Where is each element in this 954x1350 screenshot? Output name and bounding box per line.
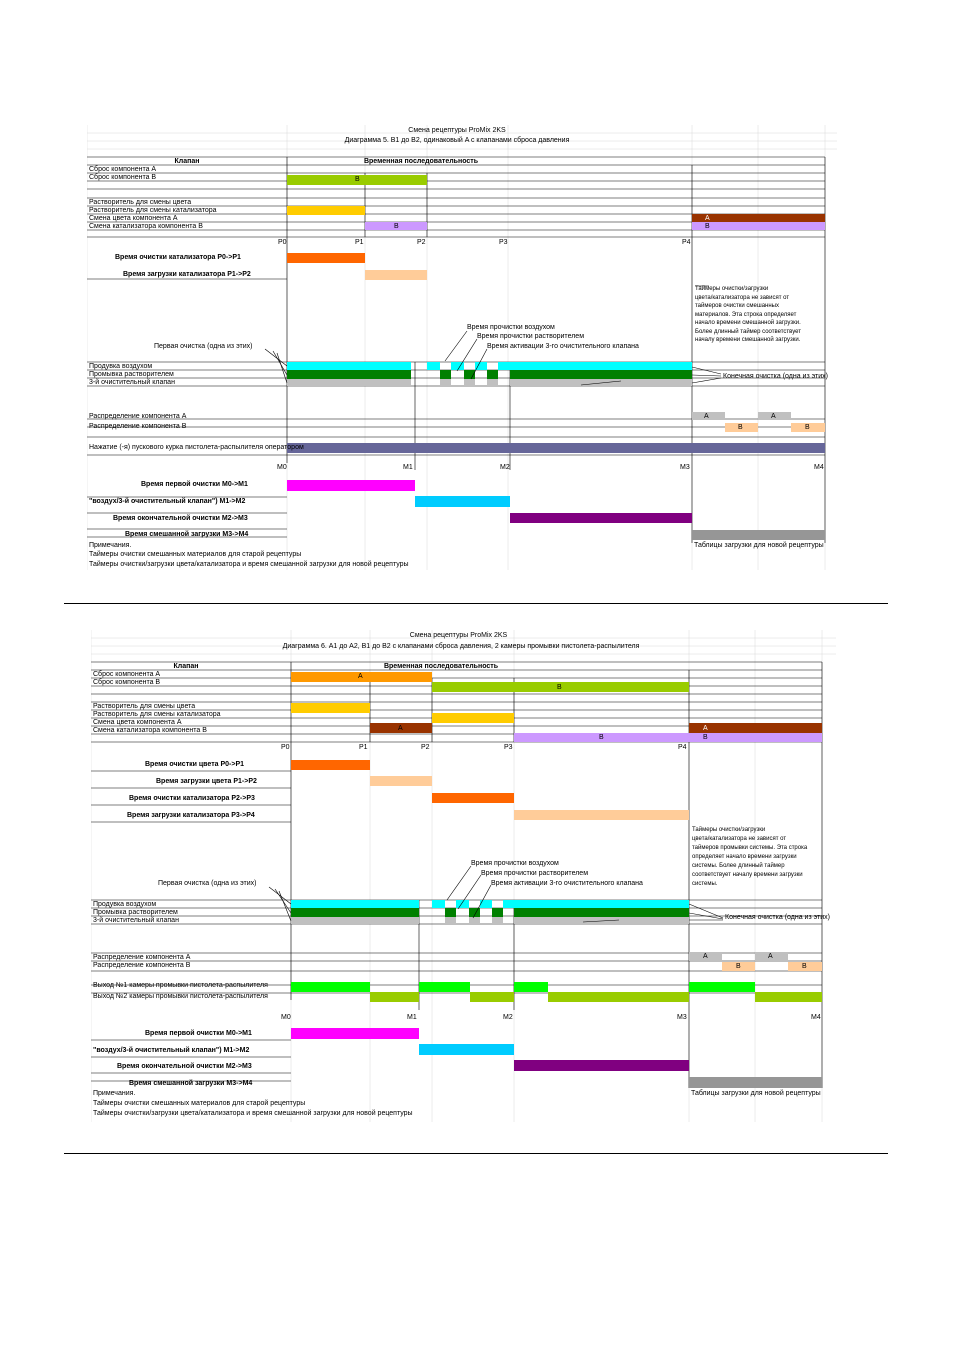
p-label: P3 — [504, 744, 513, 751]
bar-letter: B — [557, 684, 562, 691]
bar-third-3 — [492, 917, 503, 924]
row-label: Растворитель для смены цвета — [89, 199, 192, 206]
bar-letter: B — [705, 223, 710, 230]
bar-letter: B — [736, 963, 741, 970]
bar-air-purge-final — [510, 362, 692, 370]
timer-label: Время загрузки катализатора P3->P4 — [127, 812, 255, 819]
bar-a-color-change — [692, 214, 825, 222]
bar-a-color-change-new — [689, 723, 822, 733]
bar-final-purge — [510, 513, 692, 523]
bar-gun2-1 — [370, 992, 419, 1002]
bar-air-purge-4 — [498, 362, 510, 370]
annotation-final-purge: Конечная очистка (одна из этих) — [723, 373, 828, 380]
bar-gun2-3 — [548, 992, 689, 1002]
p-label: P0 — [278, 239, 287, 246]
bar-letter: A — [358, 673, 363, 680]
diagram-subtitle: Диаграмма 6. A1 до A2, B1 до B2 с клапанами сброса давления, 2 камеры промывки пистолета-распылителя — [282, 643, 640, 650]
diagram-subtitle: Диаграмма 5. B1 до B2, одинаковый A с клапанами сброса давления — [344, 137, 570, 144]
bar-gun1-4 — [689, 982, 755, 992]
row-label: Смена катализатора компонента B — [89, 223, 203, 230]
bar-color-purge — [291, 760, 370, 770]
bar-third-final — [514, 917, 689, 924]
row-label: Растворитель для смены цвета — [93, 703, 196, 710]
row-label: Распределение компонента B — [93, 962, 191, 969]
notes-heading: Примечания. — [93, 1090, 136, 1097]
row-label: Растворитель для смены катализатора — [89, 207, 217, 214]
m-label: M3 — [680, 464, 690, 471]
annotation-first-purge: Первая очистка (одна из этих) — [158, 880, 257, 887]
bar-letter: A — [703, 725, 708, 732]
bar-b-catalyst-change-new — [689, 733, 822, 742]
divider — [64, 603, 888, 604]
note-text: Таймеры очистки/загрузки цвета/катализатора не зависят от таймеров промывки системы. Эта строка определяет начало времени загрузки системы. Более длинный таймер соответствует началу времени загрузки системы. — [692, 827, 808, 887]
bar-solvent-3 — [487, 370, 498, 379]
bar-air-purge-3 — [475, 362, 487, 370]
bar-gun2-2 — [470, 992, 514, 1002]
divider — [64, 1153, 888, 1154]
row-label: Сброс компонента A — [89, 166, 157, 173]
bar-third-3 — [487, 379, 498, 386]
timer-label: Время смешанной загрузки M3->M4 — [129, 1080, 253, 1087]
bar-final-purge — [514, 1060, 689, 1071]
bar-solvent-1 — [445, 908, 456, 917]
diagram-5-sheet — [87, 125, 837, 570]
annotation-air: Время прочистки воздухом — [471, 860, 559, 867]
bar-solvent-final — [514, 908, 689, 917]
p-label: P1 — [359, 744, 368, 751]
bar-gun1-2 — [419, 982, 470, 992]
bar-solvent-3 — [492, 908, 503, 917]
bar-catalyst-solvent — [432, 713, 514, 723]
bar-third-2 — [469, 917, 480, 924]
bar-air-third — [419, 1044, 514, 1055]
bar-solvent-first — [287, 370, 411, 379]
m-label: M0 — [277, 464, 287, 471]
p-label: P1 — [355, 239, 364, 246]
header-time: Временная последовательность — [363, 158, 479, 165]
bar-air-1 — [432, 900, 445, 908]
bar-air-third — [415, 496, 510, 507]
row-label: Распределение компонента A — [89, 413, 187, 420]
bar-color-solvent — [291, 703, 370, 713]
bar-air-3 — [480, 900, 492, 908]
m-label: M4 — [811, 1014, 821, 1021]
annotation-air: Время прочистки воздухом — [467, 324, 555, 331]
bar-mixed-fill — [689, 1077, 822, 1088]
row-label: Промывка растворителем — [93, 909, 178, 916]
bar-gun1-3 — [514, 982, 548, 992]
diagram-6-sheet — [91, 630, 836, 1122]
bar-letter: A — [398, 725, 403, 732]
row-label: Сброс компонента B — [93, 679, 161, 686]
bar-solvent-first — [291, 908, 419, 917]
annotation-third: Время активации 3-го очистительного клапана — [487, 343, 639, 350]
row-label: Растворитель для смены катализатора — [93, 711, 221, 718]
bar-third-final — [510, 379, 692, 386]
bar-third-first — [287, 379, 411, 386]
timer-label: Время загрузки катализатора P1->P2 — [123, 271, 251, 278]
row-label: Смена цвета компонента A — [93, 719, 182, 726]
timer-label: Время первой очистки M0->M1 — [145, 1030, 252, 1037]
notes-line: Таймеры очистки/загрузки цвета/катализатора и время смешанной загрузки для новой рецептуры — [93, 1110, 413, 1117]
timer-label: Время смешанной загрузки M3->M4 — [125, 531, 249, 538]
header-time: Временная последовательность — [383, 663, 499, 670]
bar-third-2 — [464, 379, 475, 386]
new-recipe-table-label: Таблицы загрузки для новой рецептуры — [694, 542, 824, 549]
bar-b-catalyst-change-new — [692, 222, 825, 230]
bar-letter: B — [805, 424, 810, 431]
notes-line: Таймеры очистки/загрузки цвета/катализатора и время смешанной загрузки для новой рецептуры — [89, 561, 409, 568]
bar-third-1 — [440, 379, 451, 386]
bar-letter: B — [355, 176, 360, 183]
bar-mixed-fill — [692, 530, 825, 540]
m-label: M3 — [677, 1014, 687, 1021]
row-label: Выход №2 камеры промывки пистолета-распылителя — [93, 993, 268, 1000]
bar-catalyst-fill — [365, 270, 427, 280]
bar-third-first — [291, 917, 419, 924]
row-label: Нажатие (-я) пускового курка пистолета-распылителя оператором — [89, 444, 304, 451]
bar-letter: A — [703, 953, 708, 960]
timer-label: Время окончательной очистки M2->M3 — [117, 1063, 252, 1070]
timer-label: Время очистки катализатора P2->P3 — [129, 795, 255, 802]
bar-catalyst-purge — [432, 793, 514, 803]
m-label: M2 — [500, 464, 510, 471]
row-label: Выход №1 камеры промывки пистолета-распылителя — [93, 982, 268, 989]
diagram-title: Смена рецептуры ProMix 2KS — [409, 632, 508, 639]
row-label: Промывка растворителем — [89, 371, 174, 378]
annotation-first-purge: Первая очистка (одна из этих) — [154, 343, 253, 350]
bar-color-fill — [370, 776, 432, 786]
bar-solvent-1 — [440, 370, 451, 379]
bar-air-4 — [503, 900, 514, 908]
bar-letter: A — [768, 953, 773, 960]
annotation-final-purge: Конечная очистка (одна из этих) — [725, 914, 830, 921]
bar-catalyst-purge — [287, 253, 365, 263]
m-label: M2 — [503, 1014, 513, 1021]
bar-solvent-final — [510, 370, 692, 379]
bar-letter: B — [394, 223, 399, 230]
bar-air-purge-first — [287, 362, 411, 370]
row-label: Смена цвета компонента A — [89, 215, 178, 222]
bar-gun2-4 — [755, 992, 822, 1002]
timer-label: Время очистки цвета P0->P1 — [145, 761, 245, 768]
row-label: Сброс компонента B — [89, 174, 157, 181]
timer-label: Время загрузки цвета P1->P2 — [156, 778, 257, 785]
notes-heading: Примечания. — [89, 542, 132, 549]
timer-label: Время первой очистки M0->M1 — [141, 481, 248, 488]
bar-letter: B — [738, 424, 743, 431]
timer-label: "воздух/3-й очистительный клапан") M1->M2 — [93, 1047, 250, 1054]
row-label: 3-й очистительный клапан — [93, 917, 179, 924]
row-label: Продувка воздухом — [89, 363, 153, 370]
bar-third-1 — [445, 917, 456, 924]
timer-label: Время окончательной очистки M2->M3 — [113, 515, 248, 522]
p-label: P3 — [499, 239, 508, 246]
bar-air-final — [514, 900, 689, 908]
notes-line: Таймеры очистки смешанных материалов для старой рецептуры — [93, 1100, 306, 1107]
notes-line: Таймеры очистки смешанных материалов для старой рецептуры — [89, 551, 302, 558]
row-label: Распределение компонента A — [93, 954, 191, 961]
p-label: P2 — [421, 744, 430, 751]
annotation-solvent: Время прочистки растворителем — [481, 870, 589, 877]
annotation-solvent: Время прочистки растворителем — [477, 333, 585, 340]
bar-air-2 — [456, 900, 469, 908]
bar-air-first — [291, 900, 419, 908]
p-label: P4 — [678, 744, 687, 751]
p-label: P4 — [682, 239, 691, 246]
bar-letter: B — [703, 734, 708, 741]
new-recipe-table-label: Таблицы загрузки для новой рецептуры — [691, 1090, 821, 1097]
bar-first-purge — [287, 480, 415, 491]
bar-first-purge — [291, 1028, 419, 1039]
row-label: Продувка воздухом — [93, 901, 157, 908]
m-label: M1 — [407, 1014, 417, 1021]
m-label: M1 — [403, 464, 413, 471]
note-text: Таймеры очистки/загрузки цвета/катализатора не зависят от таймеров очистки смешанных материалов. Эта строка определяет начало времени смешанной загрузки. Более длинный таймер соответствует началу времени смешанной загрузки. — [695, 286, 802, 343]
timer-label: Время очистки катализатора P0->P1 — [115, 254, 241, 261]
row-label: 3-й очистительный клапан — [89, 379, 175, 386]
bar-letter: A — [705, 215, 710, 222]
diagram-title: Смена рецептуры ProMix 2KS — [408, 127, 506, 134]
bar-letter: A — [704, 413, 709, 420]
m-label: M0 — [281, 1014, 291, 1021]
bar-letter: A — [771, 413, 776, 420]
bar-trigger — [287, 443, 825, 453]
bar-gun1-1 — [291, 982, 370, 992]
header-valve: Клапан — [173, 663, 199, 670]
bar-catalyst-fill — [514, 810, 689, 820]
bar-letter: B — [599, 734, 604, 741]
p-label: P2 — [417, 239, 426, 246]
annotation-third: Время активации 3-го очистительного клапана — [491, 880, 643, 887]
row-label: Распределение компонента B — [89, 423, 187, 430]
p-label: P0 — [281, 744, 290, 751]
header-valve: Клапан — [174, 158, 200, 165]
row-label: Смена катализатора компонента B — [93, 727, 207, 734]
bar-catalyst-solvent — [287, 206, 365, 215]
row-label: Сброс компонента A — [93, 671, 161, 678]
m-label: M4 — [814, 464, 824, 471]
bar-letter: B — [802, 963, 807, 970]
bar-air-purge-1 — [427, 362, 440, 370]
timer-label: "воздух/3-й очистительный клапан") M1->M2 — [89, 498, 246, 505]
